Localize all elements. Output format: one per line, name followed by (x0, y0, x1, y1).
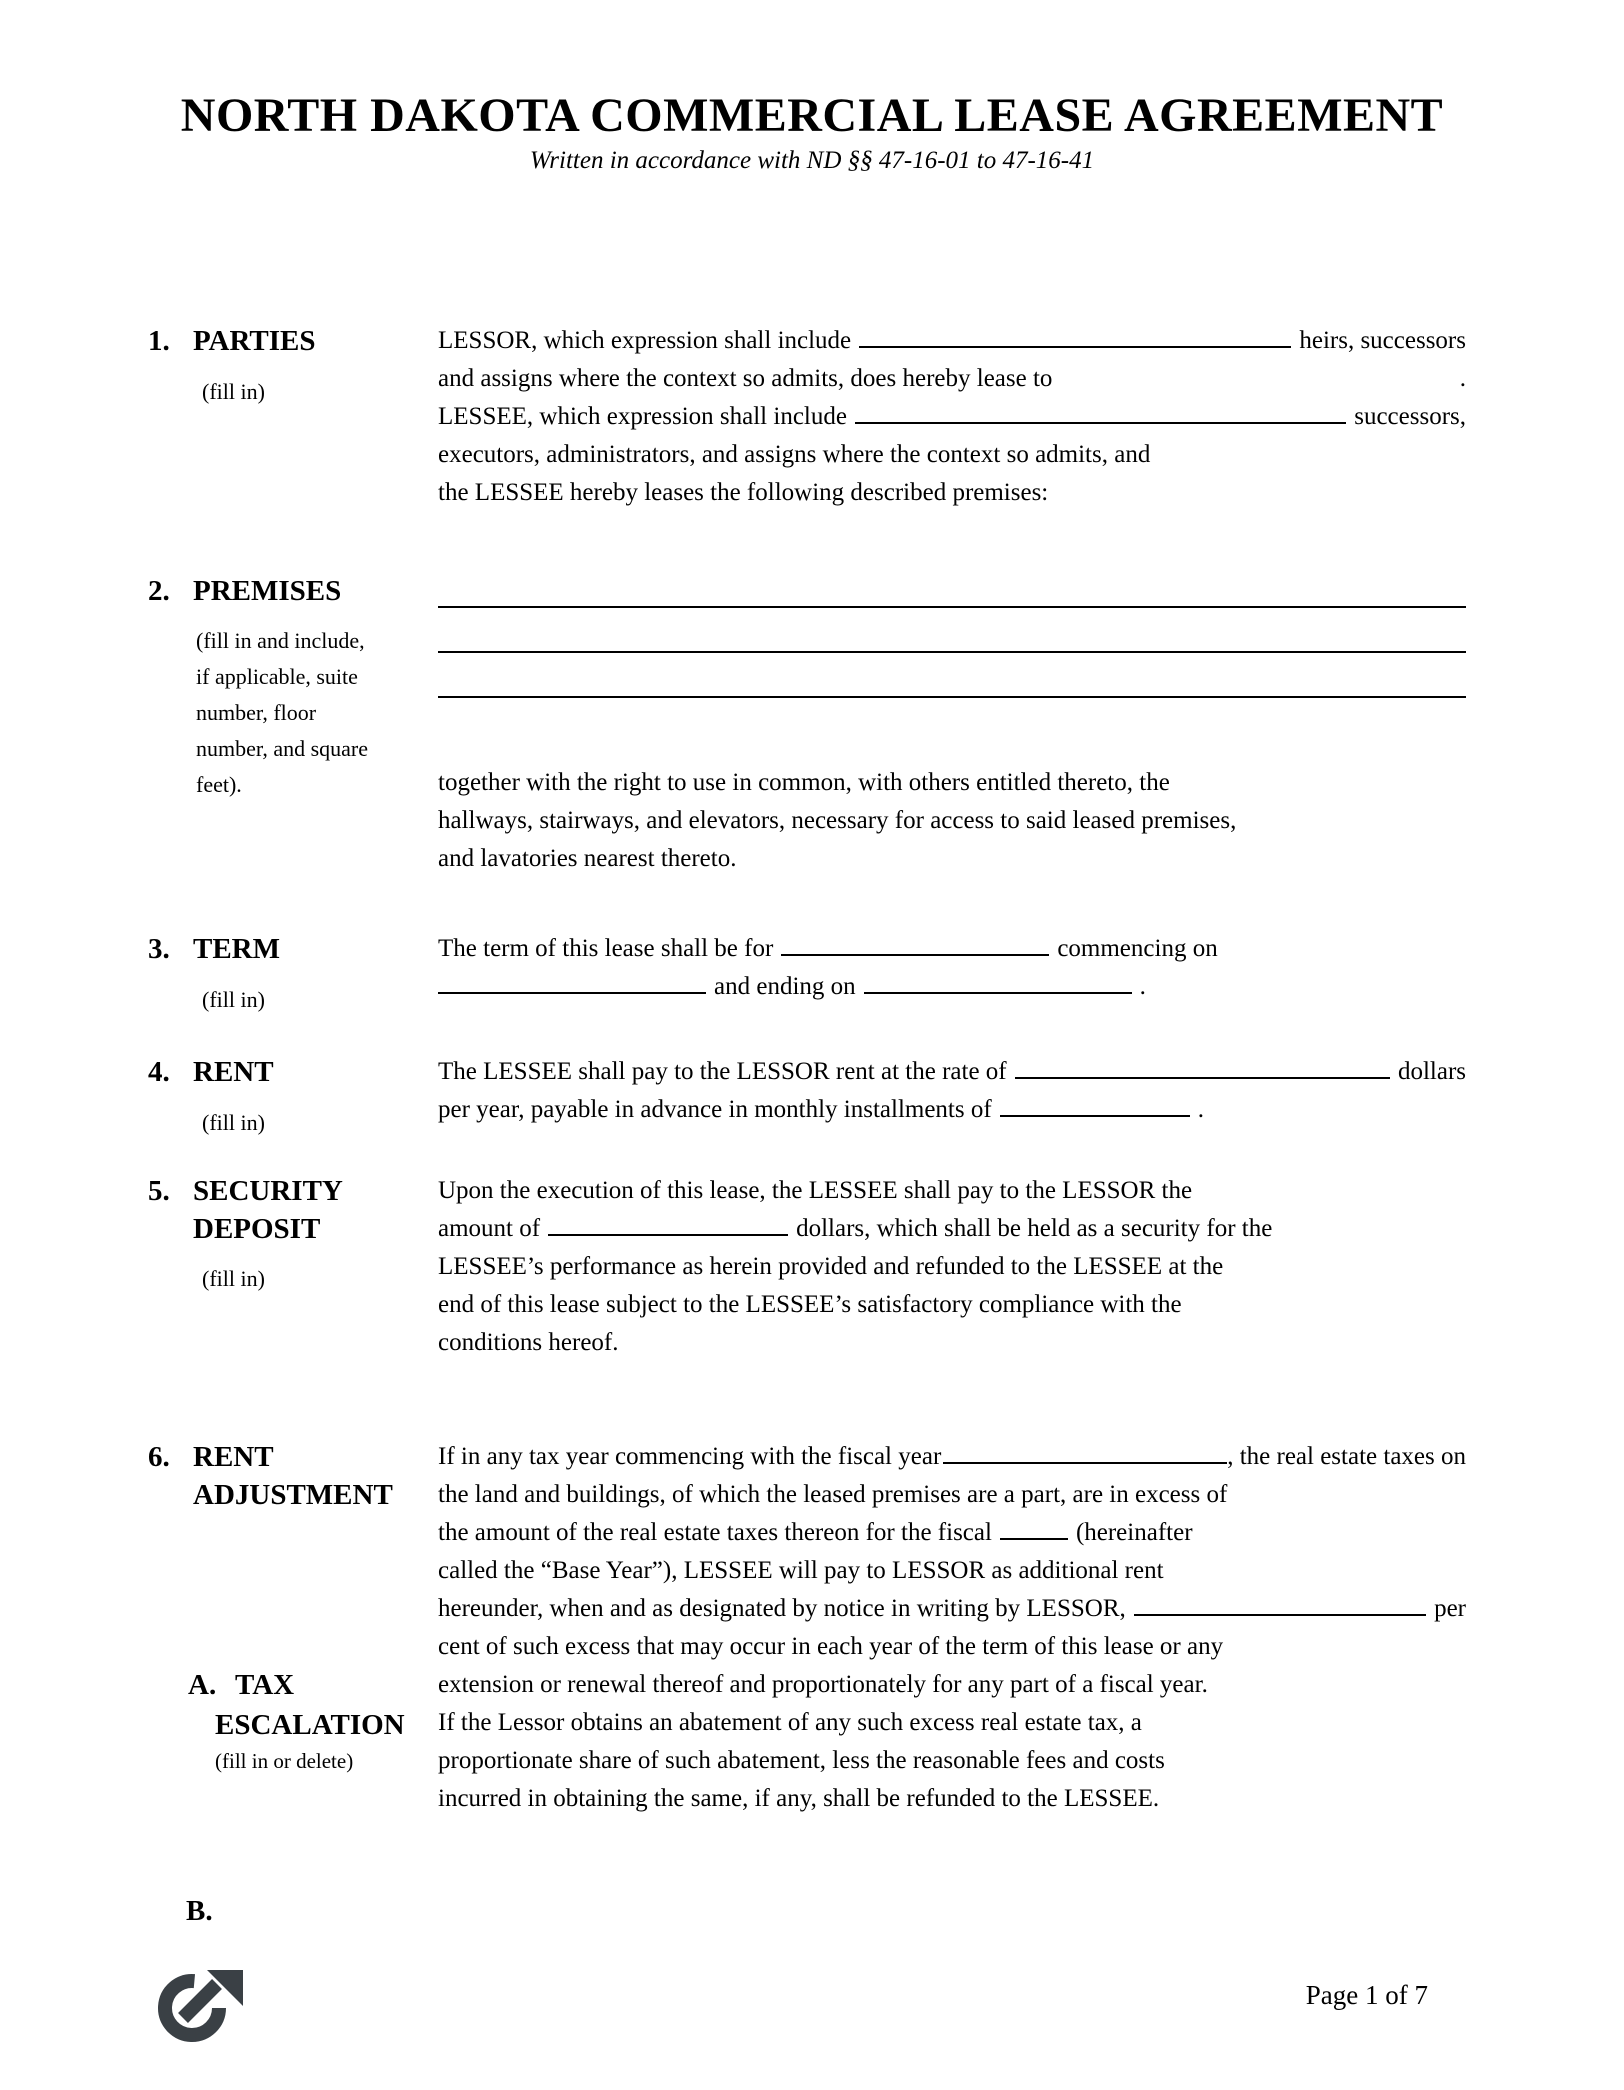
fill-in-note: (fill in) (202, 1110, 265, 1135)
body-text: cent of such excess that may occur in each year of the term of this lease or any (438, 1633, 1224, 1660)
body-text: end of this lease subject to the LESSEE’s satisfactory compliance with the (438, 1291, 1182, 1318)
fiscal-year-blank[interactable] (943, 1458, 1227, 1464)
body-text: If the Lessor obtains an abatement of any such excess real estate tax, a (438, 1709, 1142, 1736)
body-text: amount of (438, 1215, 541, 1242)
section-name: RENT (193, 1056, 274, 1088)
section-premises-label (148, 572, 438, 878)
section-term (148, 930, 1468, 1019)
body-text: , the real estate taxes on (1227, 1443, 1466, 1470)
section-name-line1: SECURITY (193, 1175, 343, 1207)
body-text: called the “Base Year”), LESSEE will pay to LESSOR as additional rent (438, 1557, 1164, 1584)
section-term-body (438, 930, 1466, 1019)
section-parties-label (148, 322, 438, 512)
section-number: 1. (148, 325, 170, 357)
body-text: LESSEE, which expression shall include (438, 403, 847, 430)
section-name-line2: DEPOSIT (193, 1213, 321, 1245)
section-name-line1: RENT (193, 1441, 274, 1473)
section-rent-body (438, 1053, 1466, 1142)
body-text: and lavatories nearest thereto. (438, 845, 737, 872)
section-security-deposit (148, 1172, 1468, 1362)
section-number: 4. (148, 1056, 170, 1088)
body-text: If in any tax year commencing with the fiscal year (438, 1443, 942, 1470)
section-name: PREMISES (193, 575, 342, 607)
lessee-name-blank[interactable] (855, 418, 1346, 424)
section-number: 5. (148, 1175, 170, 1207)
body-text: and assigns where the context so admits, does hereby lease to (438, 365, 1053, 392)
body-text: LESSEE’s performance as herein provided and refunded to the LESSEE at the (438, 1253, 1224, 1280)
premises-blank-line-3[interactable] (438, 653, 1466, 698)
section-rent-adjustment (148, 1438, 1468, 1818)
body-text: hallways, stairways, and elevators, necessary for access to said leased premises, (438, 807, 1237, 834)
section-security-label (148, 1172, 438, 1362)
fill-in-or-delete-note: (fill in or delete) (215, 1749, 354, 1773)
body-text: . (1197, 1096, 1204, 1123)
section-number: 2. (148, 575, 170, 607)
body-text: the LESSEE hereby leases the following described premises: (438, 479, 1049, 506)
section-parties-body (438, 322, 1466, 512)
section-rent-label (148, 1053, 438, 1142)
body-text: LESSOR, which expression shall include (438, 327, 852, 354)
end-date-blank[interactable] (864, 988, 1132, 994)
section-security-body (438, 1172, 1466, 1362)
body-text: conditions hereof. (438, 1329, 619, 1356)
body-text: commencing on (1057, 935, 1218, 962)
subsection-name-line1: TAX (235, 1669, 295, 1701)
body-text: heirs, successors (1299, 327, 1466, 354)
body-text: successors, (1354, 403, 1466, 430)
section-name: TERM (193, 933, 280, 965)
section-parties (148, 322, 1468, 512)
premises-blank-line-2[interactable] (438, 608, 1466, 653)
body-text: executors, administrators, and assigns where the context so admits, and (438, 441, 1151, 468)
percent-blank[interactable] (1134, 1610, 1426, 1616)
section-rent-adjustment-body (438, 1438, 1466, 1818)
body-text: per year, payable in advance in monthly installments of (438, 1096, 992, 1123)
section-rent-adjustment-label (148, 1438, 438, 1818)
body-text: per (1434, 1595, 1466, 1622)
lease-to-blank[interactable]: . (1459, 365, 1466, 392)
subsection-tax-escalation-label (188, 1666, 448, 1780)
body-text: proportionate share of such abatement, less the reasonable fees and costs (438, 1747, 1165, 1774)
body-text: dollars (1397, 1058, 1466, 1085)
commencement-date-blank[interactable] (438, 988, 706, 994)
body-text: The LESSEE shall pay to the LESSOR rent at the rate of (438, 1058, 1007, 1085)
subsection-b-label: B. (186, 1895, 213, 1927)
body-text: Upon the execution of this lease, the LESSEE shall pay to the LESSOR the (438, 1177, 1193, 1204)
base-year-blank[interactable] (1000, 1534, 1068, 1540)
body-text: dollars, which shall be held as a security for the (796, 1215, 1273, 1242)
body-text: . (1139, 973, 1146, 1000)
subsection-letter: A. (188, 1669, 217, 1701)
page-title: NORTH DAKOTA COMMERCIAL LEASE AGREEMENT (180, 89, 1444, 142)
monthly-installment-blank[interactable] (1000, 1111, 1190, 1117)
annual-rent-blank[interactable] (1015, 1073, 1390, 1079)
body-text: and ending on (714, 973, 856, 1000)
page-number: Page 1 of 7 (1305, 1980, 1428, 2010)
fill-in-note: (fill in) (202, 379, 265, 404)
section-name: PARTIES (193, 325, 316, 357)
fill-in-note: (fill in) (202, 987, 265, 1012)
section-rent (148, 1053, 1468, 1142)
body-text: (hereinafter (1075, 1519, 1193, 1546)
body-text: the land and buildings, of which the leased premises are a part, are in excess of (438, 1481, 1228, 1508)
body-text: The term of this lease shall be for (438, 935, 774, 962)
section-number: 3. (148, 933, 170, 965)
page-subtitle: Written in accordance with ND §§ 47-16-01 to 47-16-41 (529, 147, 1095, 174)
body-text: together with the right to use in common, with others entitled thereto, the (438, 769, 1170, 796)
body-text: extension or renewal thereof and proportionately for any part of a fiscal year. (438, 1671, 1208, 1698)
lessor-name-blank[interactable] (859, 342, 1291, 348)
section-name-line2: ADJUSTMENT (193, 1479, 393, 1511)
circular-arrow-logo-icon (155, 1966, 245, 2044)
document-header (0, 88, 1624, 176)
body-text: incurred in obtaining the same, if any, shall be refunded to the LESSEE. (438, 1785, 1160, 1812)
section-term-label (148, 930, 438, 1019)
subsection-name-line2: ESCALATION (215, 1709, 405, 1741)
section-premises (148, 572, 1468, 878)
fill-in-note: (fill in and include, if applicable, suite number, floor number, and square feet). (196, 628, 369, 797)
section-premises-body (438, 572, 1466, 878)
deposit-amount-blank[interactable] (548, 1230, 788, 1236)
term-length-blank[interactable] (781, 950, 1049, 956)
premises-blank-line-1[interactable] (438, 572, 1466, 608)
body-text: hereunder, when and as designated by notice in writing by LESSOR, (438, 1595, 1126, 1622)
fill-in-note: (fill in) (202, 1266, 265, 1291)
section-number: 6. (148, 1441, 170, 1473)
body-text: the amount of the real estate taxes thereon for the fiscal (438, 1519, 992, 1546)
